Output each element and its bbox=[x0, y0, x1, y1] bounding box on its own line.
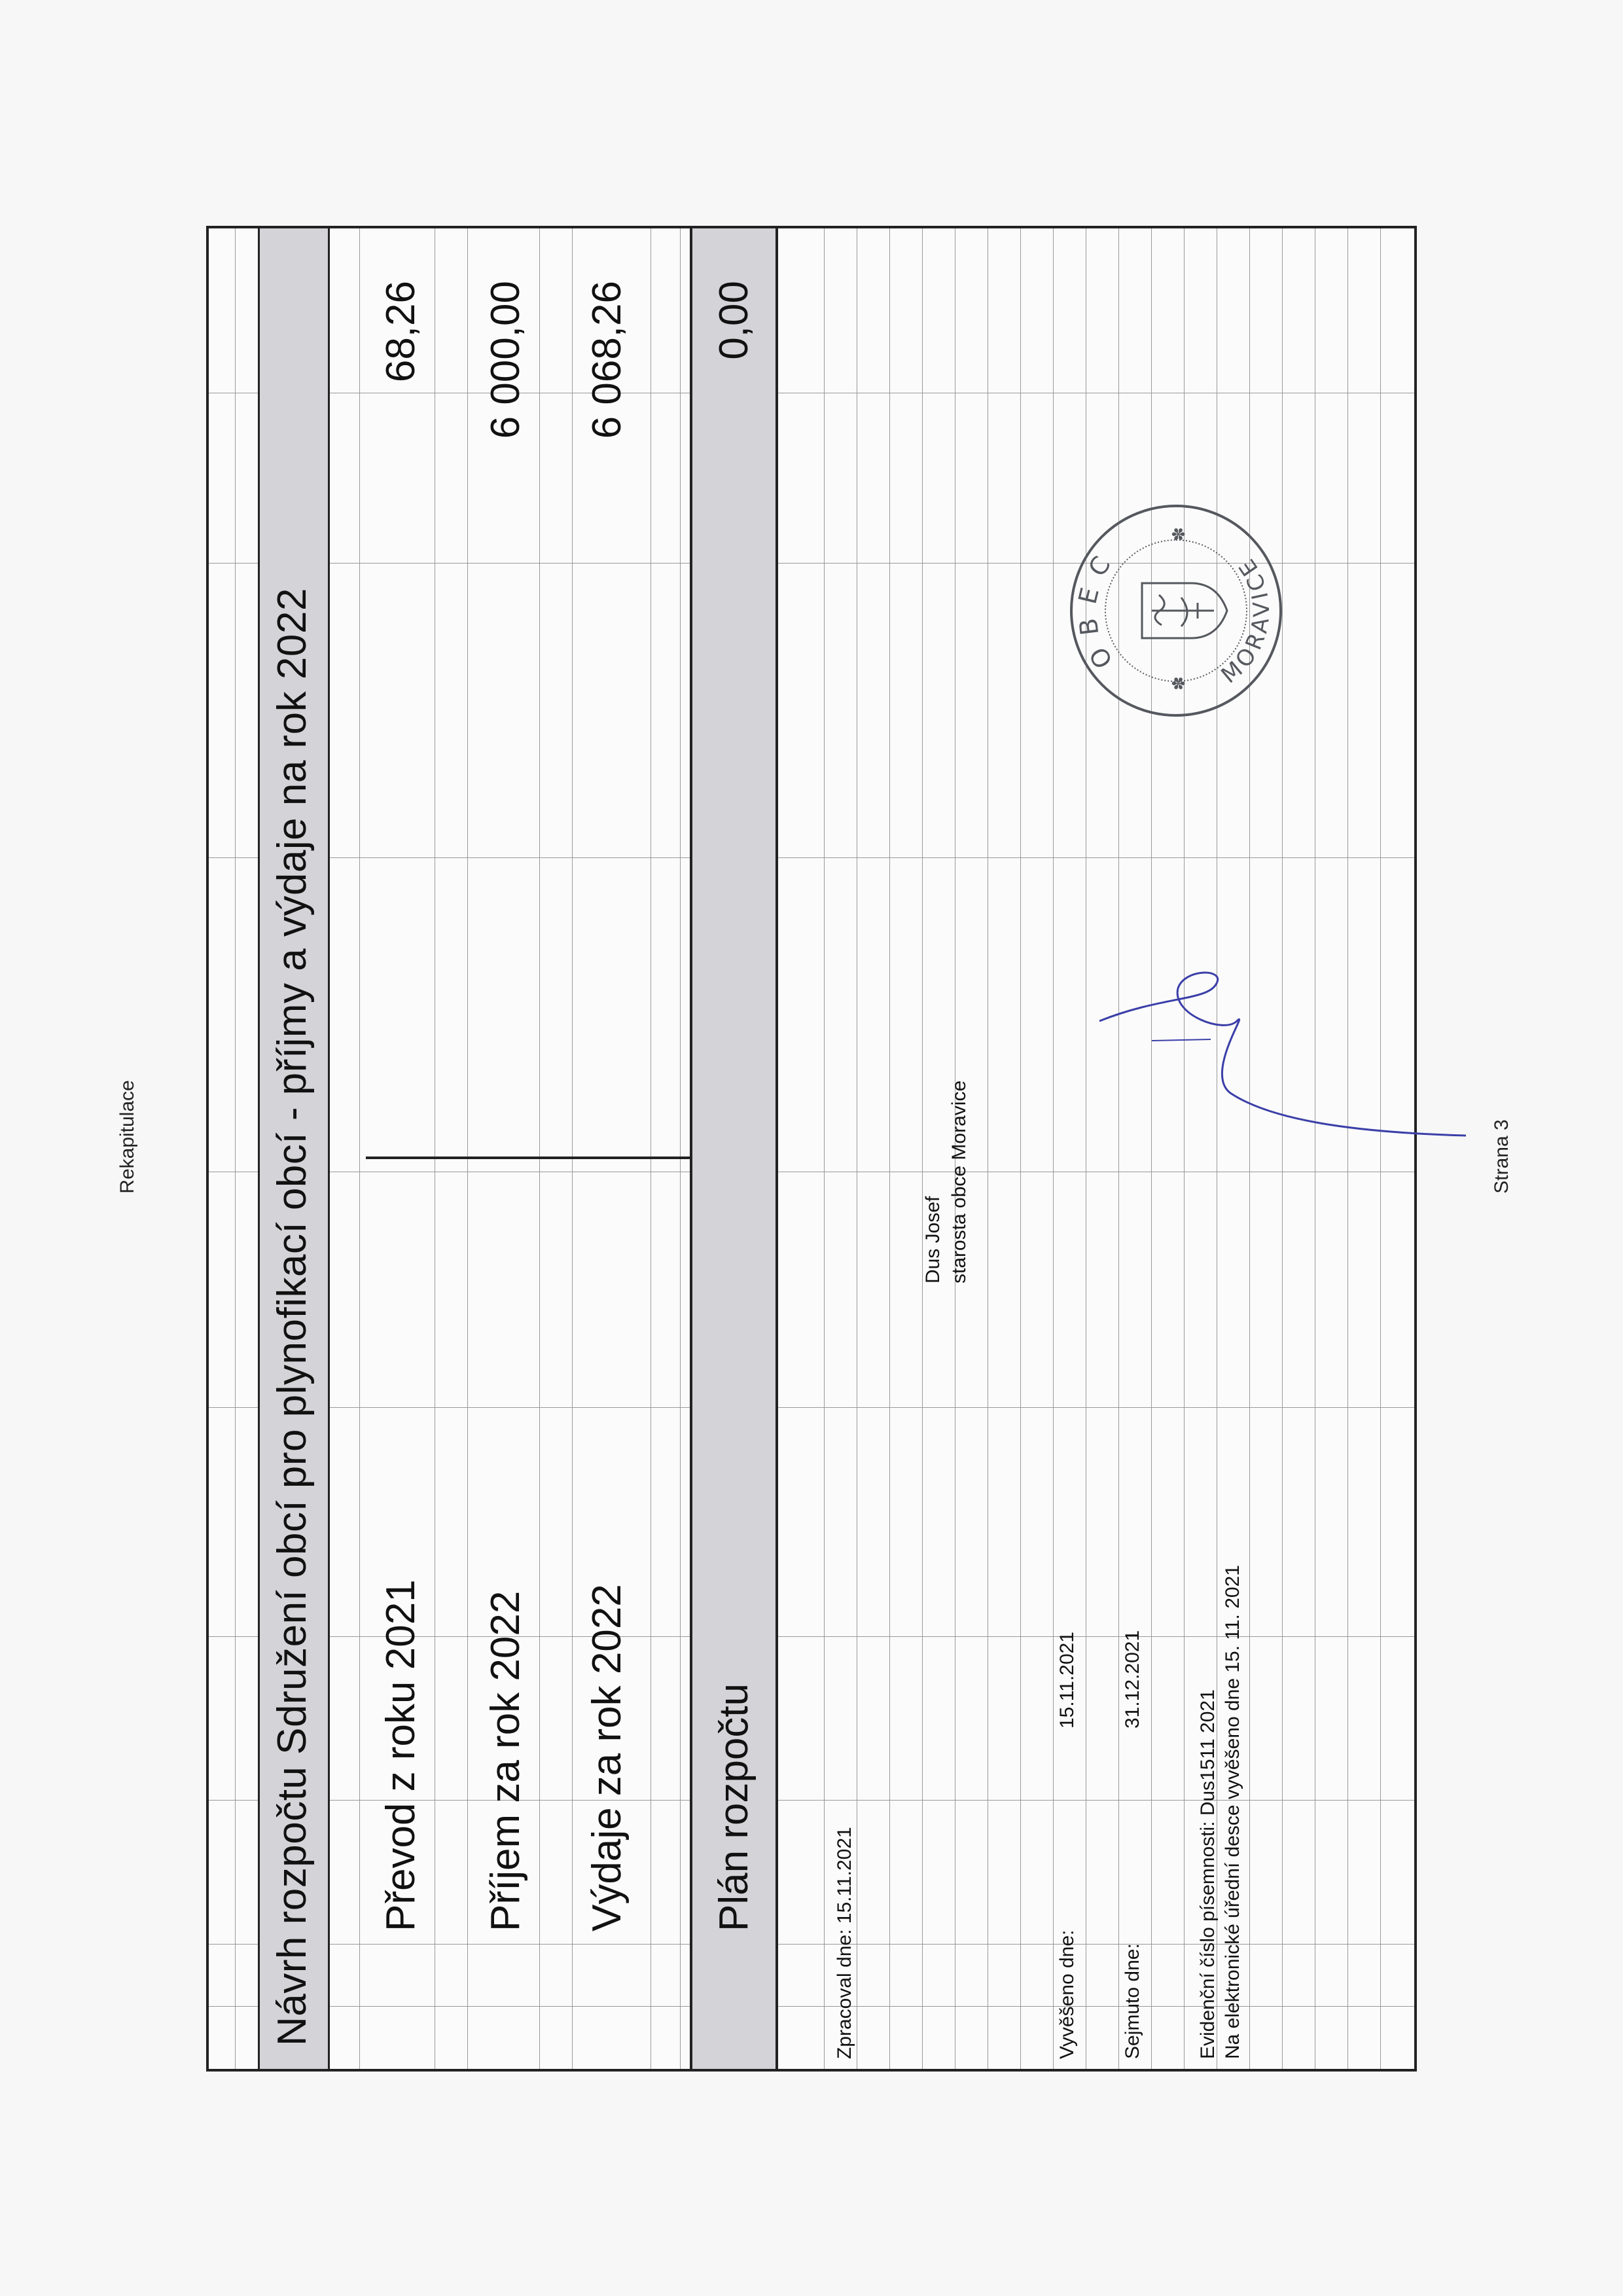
table-row bbox=[471, 228, 543, 2069]
table-row bbox=[572, 228, 644, 2069]
row-value: 6 068,26 bbox=[584, 281, 630, 439]
svg-text:OBEC: OBEC bbox=[1072, 541, 1123, 673]
electronic-notice: Na elektronické úřední desce vyvěšeno dne 15. 11. 2021 bbox=[1222, 1565, 1243, 2059]
row-value: 6 000,00 bbox=[483, 281, 528, 439]
signer-role: starosta obce Moravice bbox=[948, 1080, 970, 1283]
row-label: Příjem za rok 2022 bbox=[483, 1590, 528, 1931]
posted-label: Vyvěšeno dne: bbox=[1056, 1929, 1078, 2059]
table-row bbox=[366, 228, 438, 2069]
page-number: Strana 3 bbox=[1491, 1119, 1512, 1194]
removed-date: 31.12.2021 bbox=[1122, 1630, 1143, 1729]
posted-date: 15.11.2021 bbox=[1056, 1632, 1078, 1729]
svg-text:✽: ✽ bbox=[1169, 527, 1189, 541]
prepared-date: Zpracoval dne: 15.11.2021 bbox=[834, 1827, 855, 2059]
svg-text:MORAVICE: MORAVICE bbox=[1216, 550, 1275, 689]
municipal-seal-stamp bbox=[1063, 497, 1289, 723]
signer-name: Dus Josef bbox=[922, 1196, 944, 1283]
section-label: Rekapitulace bbox=[116, 1080, 138, 1194]
plan-row bbox=[690, 228, 778, 2069]
svg-text:✽: ✽ bbox=[1169, 676, 1189, 691]
row-value: 68,26 bbox=[378, 281, 423, 383]
row-label: Převod z roku 2021 bbox=[378, 1579, 423, 1931]
table-title-row bbox=[258, 228, 330, 2069]
plan-label: Plán rozpočtu bbox=[711, 1683, 757, 1931]
table-title: Návrh rozpočtu Sdružení obcí pro plynofikací obcí - příjmy a výdaje na rok 2022 bbox=[270, 588, 315, 2046]
plan-value: 0,00 bbox=[711, 281, 757, 360]
record-number: Evidenční číslo písemnosti: Dus1511 2021 bbox=[1197, 1689, 1219, 2059]
removed-label: Sejmuto dne: bbox=[1122, 1943, 1143, 2059]
signature bbox=[1073, 942, 1479, 1139]
row-label: Výdaje za rok 2022 bbox=[584, 1584, 630, 1931]
